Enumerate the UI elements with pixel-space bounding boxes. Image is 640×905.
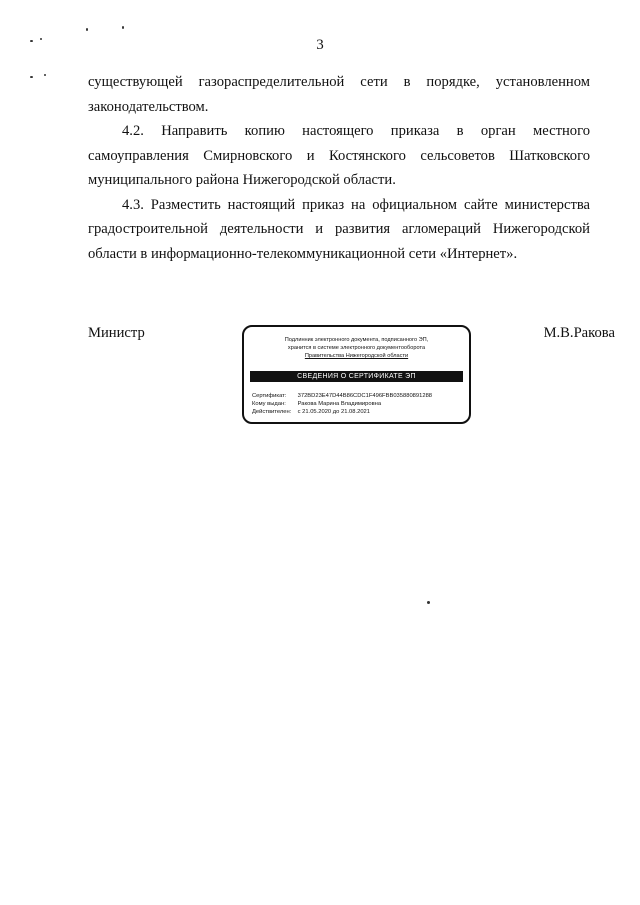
paragraph-4-3: 4.3. Разместить настоящий приказ на официальном сайте министерства градостроительной деятельности и развития агломераций Нижегородской области в информационно-телекоммуникационной сети «Интернет». bbox=[88, 196, 590, 262]
validity-row bbox=[252, 408, 432, 416]
issued-to-row bbox=[252, 400, 432, 408]
stamp-note-line: Правительства Нижегородской области bbox=[304, 353, 409, 359]
stamp-header: СВЕДЕНИЯ О СЕРТИФИКАТЕ ЭП bbox=[250, 371, 463, 382]
issued-to-value: Ракова Марина Владимировна bbox=[297, 401, 382, 408]
paragraph-continuation: существующей газораспределительной сети в порядке, установленном bbox=[88, 74, 590, 90]
certificate-label: Сертификат: bbox=[252, 393, 287, 399]
signatory-name: М.В.Ракова bbox=[543, 325, 615, 341]
document-body bbox=[88, 70, 590, 266]
paragraph-continuation-end: законодательством. bbox=[88, 98, 209, 115]
page-number: 3 bbox=[316, 37, 324, 53]
issued-to-label: Кому выдан: bbox=[252, 401, 286, 408]
stamp-note bbox=[244, 336, 469, 360]
paragraph-4-2: 4.2. Направить копию настоящего приказа в орган местного самоуправления Смирновского и Костянского сельсоветов Шатковского муниципального района Нижегородской области. bbox=[88, 123, 590, 188]
signatory-title: Министр bbox=[88, 325, 145, 341]
stamp-note-line: хранится в системе электронного документооборота bbox=[287, 345, 426, 351]
certificate-value: 372BD23E47D44B86CDC1F496FBB035880891288 bbox=[297, 393, 433, 399]
certificate-row bbox=[252, 392, 432, 400]
certificate-details bbox=[252, 392, 432, 417]
validity-label: Действителен: bbox=[252, 409, 292, 416]
electronic-signature-stamp bbox=[242, 325, 471, 424]
validity-value: с 21.05.2020 до 21.08.2021 bbox=[297, 409, 370, 416]
stamp-note-line: Подлинник электронного документа, подписанного ЭП, bbox=[284, 337, 429, 343]
